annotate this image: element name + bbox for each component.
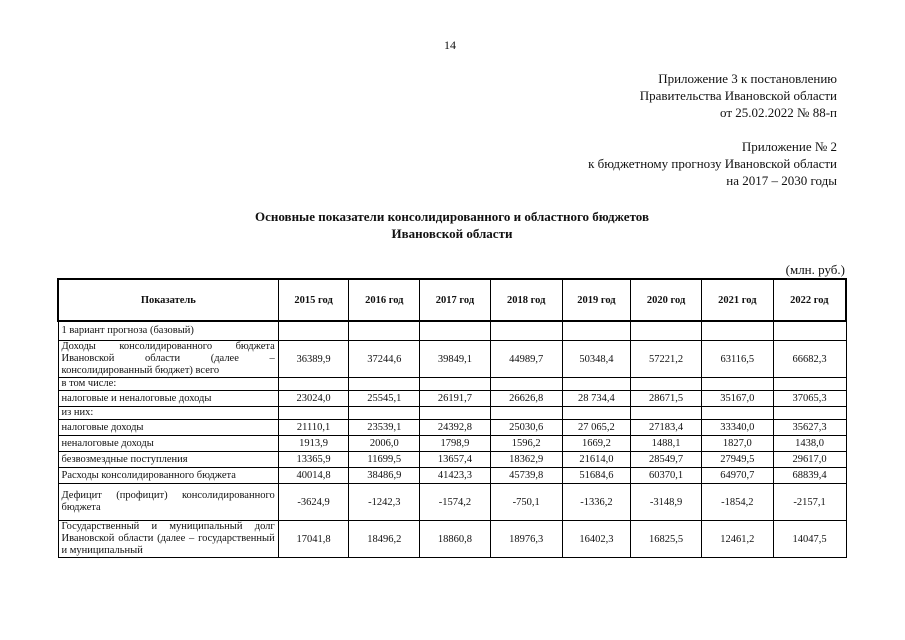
table-row xyxy=(58,521,846,558)
cell-2020: 16825,5 xyxy=(631,521,702,558)
header-2022: 2022 год xyxy=(773,279,846,321)
cell-2017 xyxy=(420,407,491,420)
title-line-2: Ивановской области xyxy=(391,226,513,241)
cell-2018: 1596,2 xyxy=(490,436,562,452)
header-2016: 2016 год xyxy=(349,279,420,321)
cell-2020 xyxy=(631,378,702,391)
cell-2017: 26191,7 xyxy=(420,391,491,407)
cell-2020: -3148,9 xyxy=(631,484,702,521)
cell-2017: -1574,2 xyxy=(420,484,491,521)
cell-2021: -1854,2 xyxy=(701,484,773,521)
cell-2015: 40014,8 xyxy=(278,468,349,484)
table-body xyxy=(58,321,846,558)
cell-2021 xyxy=(701,407,773,420)
cell-2016: 11699,5 xyxy=(349,452,420,468)
header-row xyxy=(58,279,846,321)
cell-2015: 36389,9 xyxy=(278,341,349,378)
cell-2019: 16402,3 xyxy=(562,521,631,558)
table-row xyxy=(58,436,846,452)
cell-2016 xyxy=(349,378,420,391)
cell-2018 xyxy=(490,321,562,341)
cell-2015: 13365,9 xyxy=(278,452,349,468)
header-2019: 2019 год xyxy=(562,279,631,321)
cell-2015: 21110,1 xyxy=(278,420,349,436)
cell-2016: 37244,6 xyxy=(349,341,420,378)
cell-2018: 44989,7 xyxy=(490,341,562,378)
cell-2016: -1242,3 xyxy=(349,484,420,521)
cell-2019: 27 065,2 xyxy=(562,420,631,436)
cell-2019 xyxy=(562,378,631,391)
cell-2021 xyxy=(701,378,773,391)
table-row xyxy=(58,484,846,521)
cell-2020: 28671,5 xyxy=(631,391,702,407)
cell-2016: 23539,1 xyxy=(349,420,420,436)
row-label: неналоговые доходы xyxy=(58,436,278,452)
cell-2018: 18362,9 xyxy=(490,452,562,468)
cell-2022: 1438,0 xyxy=(773,436,846,452)
appendix-2-line-3: на 2017 – 2030 годы xyxy=(726,173,837,188)
cell-2019: 50348,4 xyxy=(562,341,631,378)
cell-2022: 37065,3 xyxy=(773,391,846,407)
cell-2020: 1488,1 xyxy=(631,436,702,452)
cell-2019 xyxy=(562,407,631,420)
cell-2017: 39849,1 xyxy=(420,341,491,378)
cell-2021: 64970,7 xyxy=(701,468,773,484)
table-row xyxy=(58,420,846,436)
cell-2022 xyxy=(773,378,846,391)
cell-2021: 63116,5 xyxy=(701,341,773,378)
cell-2021 xyxy=(701,321,773,341)
cell-2019: 28 734,4 xyxy=(562,391,631,407)
row-label: Расходы консолидированного бюджета xyxy=(58,468,278,484)
cell-2020: 28549,7 xyxy=(631,452,702,468)
unit-label: (млн. руб.) xyxy=(785,262,845,277)
cell-2022: 66682,3 xyxy=(773,341,846,378)
row-label: налоговые и неналоговые доходы xyxy=(58,391,278,407)
cell-2018: -750,1 xyxy=(490,484,562,521)
budget-table xyxy=(57,278,847,558)
cell-2017 xyxy=(420,378,491,391)
header-2015: 2015 год xyxy=(278,279,349,321)
title-line-1: Основные показатели консолидированного и областного бюджетов xyxy=(255,209,649,224)
cell-2015 xyxy=(278,321,349,341)
cell-2022: 35627,3 xyxy=(773,420,846,436)
appendix-2-line-1: Приложение № 2 xyxy=(741,139,837,154)
cell-2017: 41423,3 xyxy=(420,468,491,484)
cell-2018 xyxy=(490,378,562,391)
table-header xyxy=(58,279,846,321)
cell-2020 xyxy=(631,321,702,341)
document-title xyxy=(160,208,744,242)
cell-2022: 68839,4 xyxy=(773,468,846,484)
cell-2015 xyxy=(278,407,349,420)
page-number: 14 xyxy=(444,38,456,52)
cell-2015: 1913,9 xyxy=(278,436,349,452)
cell-2018: 26626,8 xyxy=(490,391,562,407)
row-label: Дефицит (профицит) консолидированного бюджета xyxy=(58,484,278,521)
row-label: в том числе: xyxy=(58,378,278,391)
cell-2018: 25030,6 xyxy=(490,420,562,436)
cell-2022 xyxy=(773,407,846,420)
table-row xyxy=(58,407,846,420)
appendix-3-line-2: Правительства Ивановской области xyxy=(639,88,837,103)
cell-2021: 35167,0 xyxy=(701,391,773,407)
appendix-3-header xyxy=(577,70,837,121)
table-row xyxy=(58,452,846,468)
cell-2022: 14047,5 xyxy=(773,521,846,558)
cell-2017: 24392,8 xyxy=(420,420,491,436)
cell-2022: -2157,1 xyxy=(773,484,846,521)
row-label: Доходы консолидированного бюджета Ивановской области (далее – консолидированный бюджет) всего xyxy=(58,341,278,378)
header-2018: 2018 год xyxy=(490,279,562,321)
cell-2019: -1336,2 xyxy=(562,484,631,521)
cell-2016 xyxy=(349,407,420,420)
cell-2017: 13657,4 xyxy=(420,452,491,468)
cell-2020: 57221,2 xyxy=(631,341,702,378)
cell-2021: 12461,2 xyxy=(701,521,773,558)
row-label: безвозмездные поступления xyxy=(58,452,278,468)
cell-2017 xyxy=(420,321,491,341)
table-row xyxy=(58,321,846,341)
row-label: 1 вариант прогноза (базовый) xyxy=(58,321,278,341)
cell-2020: 27183,4 xyxy=(631,420,702,436)
header-2020: 2020 год xyxy=(631,279,702,321)
cell-2020 xyxy=(631,407,702,420)
appendix-2-header xyxy=(517,138,837,189)
cell-2017: 1798,9 xyxy=(420,436,491,452)
cell-2016 xyxy=(349,321,420,341)
appendix-3-line-1: Приложение 3 к постановлению xyxy=(658,71,837,86)
cell-2021: 1827,0 xyxy=(701,436,773,452)
cell-2022 xyxy=(773,321,846,341)
cell-2022: 29617,0 xyxy=(773,452,846,468)
cell-2020: 60370,1 xyxy=(631,468,702,484)
header-2017: 2017 год xyxy=(420,279,491,321)
row-label: налоговые доходы xyxy=(58,420,278,436)
cell-2016: 38486,9 xyxy=(349,468,420,484)
appendix-2-line-2: к бюджетному прогнозу Ивановской области xyxy=(588,156,837,171)
table-row xyxy=(58,468,846,484)
cell-2016: 18496,2 xyxy=(349,521,420,558)
cell-2015: 23024,0 xyxy=(278,391,349,407)
header-2021: 2021 год xyxy=(701,279,773,321)
row-label: Государственный и муниципальный долг Ивановской области (далее – государственный и муниципальный xyxy=(58,521,278,558)
cell-2019: 51684,6 xyxy=(562,468,631,484)
row-label: из них: xyxy=(58,407,278,420)
cell-2016: 2006,0 xyxy=(349,436,420,452)
cell-2015: -3624,9 xyxy=(278,484,349,521)
appendix-3-line-3: от 25.02.2022 № 88-п xyxy=(720,105,837,120)
cell-2018 xyxy=(490,407,562,420)
cell-2021: 33340,0 xyxy=(701,420,773,436)
table-row xyxy=(58,378,846,391)
cell-2018: 18976,3 xyxy=(490,521,562,558)
cell-2016: 25545,1 xyxy=(349,391,420,407)
table-row xyxy=(58,391,846,407)
cell-2017: 18860,8 xyxy=(420,521,491,558)
cell-2018: 45739,8 xyxy=(490,468,562,484)
cell-2019 xyxy=(562,321,631,341)
header-indicator: Показатель xyxy=(58,279,278,321)
cell-2015: 17041,8 xyxy=(278,521,349,558)
cell-2019: 21614,0 xyxy=(562,452,631,468)
cell-2021: 27949,5 xyxy=(701,452,773,468)
cell-2015 xyxy=(278,378,349,391)
table-row xyxy=(58,341,846,378)
cell-2019: 1669,2 xyxy=(562,436,631,452)
